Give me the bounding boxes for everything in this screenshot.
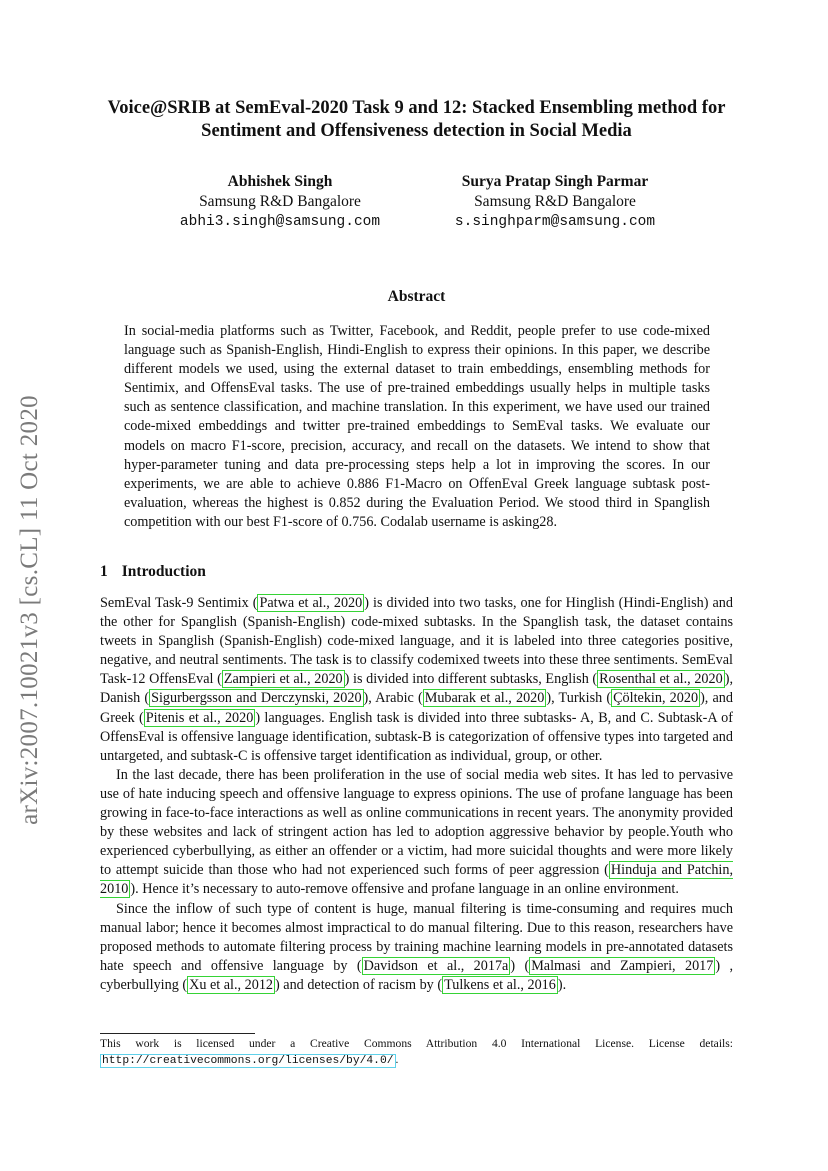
citation-link[interactable]: Sigurbergsson and Derczynski, 2020 [151, 690, 362, 707]
introduction-body [100, 594, 733, 995]
paragraph-text: ). Hence it’s necessary to auto-remove offensive and profane language in an online environment. [130, 881, 679, 898]
section-number: 1 [100, 563, 108, 580]
author-email[interactable]: s.singhparm@samsung.com [454, 214, 656, 230]
author-name: Surya Pratap Singh Parmar [461, 173, 649, 190]
paragraph-3 [100, 900, 733, 995]
arxiv-id-text: arXiv:2007.10021v3 [cs.CL] 11 Oct 2020 [16, 395, 44, 825]
citation-link[interactable]: Hinduja and Patchin, 2010 [100, 862, 733, 898]
section-heading-introduction [100, 563, 206, 581]
citation-link[interactable]: Çöltekin, 2020 [613, 690, 699, 707]
paragraph-1 [100, 594, 733, 766]
paragraph-text: ) and detection of racism by ( [275, 976, 443, 993]
citation-link[interactable]: Rosenthal et al., 2020 [599, 671, 723, 688]
arxiv-identifier-stamp [8, 365, 52, 855]
license-footnote [100, 1036, 733, 1069]
footnote-divider [100, 1033, 255, 1034]
citation-link[interactable]: Xu et al., 2012 [189, 976, 274, 993]
paragraph-text: ) is divided into different subtasks, English ( [344, 671, 598, 688]
author-name: Abhishek Singh [227, 173, 333, 190]
footnote-end: . [395, 1052, 399, 1066]
author-affiliation: Samsung R&D Bangalore [199, 193, 361, 210]
author-affiliation: Samsung R&D Bangalore [474, 193, 636, 210]
abstract-heading: Abstract [387, 288, 446, 305]
paragraph-text: SemEval Task-9 Sentimix ( [100, 595, 258, 611]
citation-link[interactable]: Zampieri et al., 2020 [223, 671, 343, 688]
paragraph-2 [100, 766, 733, 900]
paragraph-text: ), Danish ( [100, 671, 733, 707]
footnote-text: This work is licensed under a Creative Commons Attribution 4.0 International License. License details: [100, 1037, 733, 1050]
paragraph-text: ) is divided into two tasks, one for Hinglish (Hindi-English) and the other for Spanglish (Spanish-English) code-mixed subtasks. In the Spanglish task, the dataset contains tweets in Spanglish (Spanish-English) code-mixed language, and it is labeled into three categories positive, negative, and neutral sentiments. The task is to classify codemixed tweets into these three sentiments. SemEval Task-12 OffensEval ( [100, 595, 733, 688]
section-title: Introduction [121, 563, 206, 580]
citation-link[interactable]: Pitenis et al., 2020 [145, 709, 254, 726]
citation-link[interactable]: Patwa et al., 2020 [259, 595, 363, 611]
paragraph-text: ), and Greek ( [100, 690, 733, 726]
author-block [100, 172, 733, 242]
license-url-link[interactable]: http://creativecommons.org/licenses/by/4.0/ [102, 1054, 394, 1067]
author-1 [155, 172, 405, 232]
author-email[interactable]: abhi3.singh@samsung.com [179, 214, 381, 230]
paragraph-text: ) ( [510, 957, 530, 974]
paragraph-text: ), Turkish ( [546, 690, 612, 707]
paragraph-text: In the last decade, there has been proliferation in the use of social media web sites. It has led to pervasive use of hate inducing speech and offensive language to express opinions. The use of profane language has been growing in face-to-face interactions as well as online communications in recent years. The anonymity provided by these websites and lack of stringent action has led to adoption aggressive behavior by people.Youth who experienced cyberbullying, as either an offender or a victim, had more suicidal thoughts and were more likely to attempt suicide than those who had not experienced such forms of peer aggression ( [100, 766, 733, 879]
citation-link[interactable]: Mubarak et al., 2020 [424, 690, 545, 707]
author-2 [430, 172, 680, 232]
paragraph-text: ) , cyberbullying ( [100, 957, 734, 993]
paper-title: Voice@SRIB at SemEval-2020 Task 9 and 12: Stacked Ensembling method for Sentiment and Offensiveness detection in Social Media [107, 98, 726, 141]
paragraph-text: Since the inflow of such type of content is huge, manual filtering is time-consuming and requires much manual labor; hence it becomes almost impractical to do manual filtering. Due to this reason, researchers have proposed methods to automate filtering process by training machine learning models in pre-annotated datasets hate speech and offensive language by ( [100, 900, 733, 974]
paragraph-text: ). [557, 976, 567, 993]
citation-link[interactable]: Malmasi and Zampieri, 2017 [531, 957, 714, 974]
abstract-text: In social-media platforms such as Twitter, Facebook, and Reddit, people prefer to use code-mixed language such as Spanish-English, Hindi-English to express their opinions. In this paper, we describe different models we used, using the external dataset to train embeddings, ensembling methods for Sentimix, and OffensEval tasks. The use of pre-trained embeddings usually helps in multiple tasks such as sentence classification, and machine translation. In this experiment, we have used our trained code-mixed embeddings and twitter pre-trained embeddings to SemEval tasks. We evaluate our models on macro F1-score, precision, accuracy, and recall on the datasets. We intend to show that hyper-parameter tuning and data pre-processing steps help a lot in improving the scores. In our experiments, we are able to achieve 0.886 F1-Macro on OffenEval Greek language subtask post-evaluation, whereas the highest is 0.852 during the Evaluation Period. We stood third in Spanglish competition with our best F1-score of 0.756. Codalab username is asking28. [124, 323, 710, 530]
citation-link[interactable]: Davidson et al., 2017a [363, 957, 509, 974]
paragraph-text: ) languages. English task is divided into three subtasks- A, B, and C. Subtask-A of OffensEval is offensive language identification, subtask-B is categorization of offensive types into targeted and untargeted, and subtask-C is offensive target identification as individual, group, or other. [100, 709, 733, 764]
paragraph-text: ), Arabic ( [363, 690, 423, 707]
citation-link[interactable]: Tulkens et al., 2016 [444, 976, 556, 993]
